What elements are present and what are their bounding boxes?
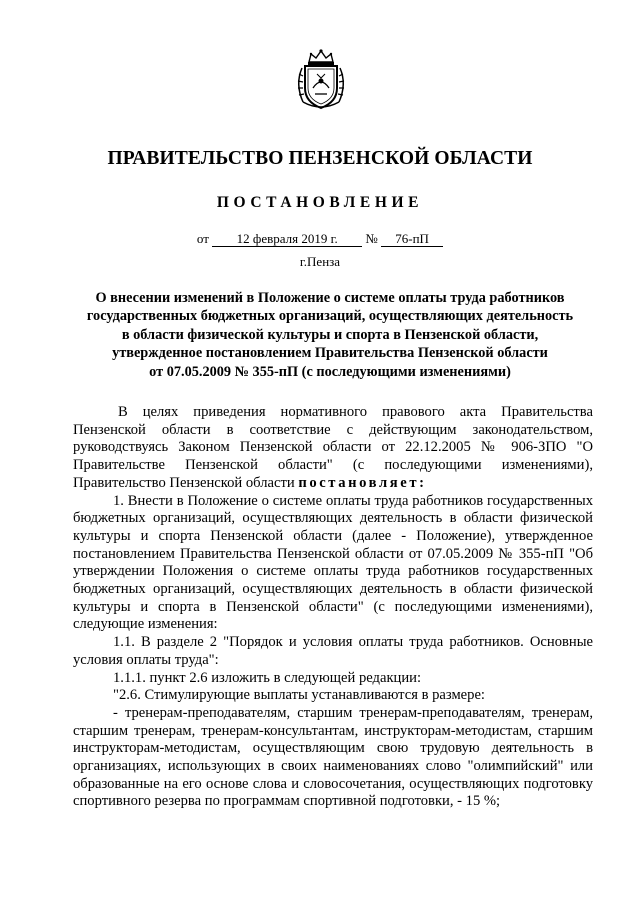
document-date: 12 февраля 2019 г. <box>212 231 362 247</box>
date-line <box>0 231 640 247</box>
penza-coat-of-arms-icon <box>293 48 349 112</box>
document-subject <box>70 289 590 381</box>
subject-line: в области физической культуры и спорта в Пензенской области, <box>121 326 539 343</box>
date-prefix: от <box>196 231 209 246</box>
subject-line: О внесении изменений в Положение о системе оплаты труда работников <box>95 290 565 306</box>
document-body <box>73 404 593 811</box>
bullet-paragraph: - тренерам-преподавателям, старшим тренерам-преподавателям, тренерам, старшим тренерам, тренерам-консультантам, инструкторам-методистам, старшим инструкторам-методистам, осуществляющим свою трудовую деятельность в организациях, использующих в своих наименованиях слово "олимпийский" или образованные на его основе слова и словосочетания, осуществляющих подготовку спортивного резерва по программам спортивной подготовки, - 15 %; <box>73 704 593 810</box>
quote-start-paragraph: "2.6. Стимулирующие выплаты устанавливаются в размере: <box>113 687 485 704</box>
subject-line: утвержденное постановлением Правительства Пензенской области <box>112 345 548 362</box>
city: г.Пенза <box>299 254 341 269</box>
subject-line: государственных бюджетных организаций, осуществляющих деятельность <box>86 308 574 325</box>
number-sign: № <box>365 231 378 246</box>
item-1-1-paragraph: 1.1. В разделе 2 "Порядок и условия оплаты труда работников. Основные условия оплаты труда": <box>73 634 593 668</box>
document-type: ПОСТАНОВЛЕНИЕ <box>216 194 424 211</box>
decree-word: постановляет: <box>298 474 427 491</box>
subject-line: от 07.05.2009 № 355-пП (с последующими изменениями) <box>149 363 511 380</box>
preamble-paragraph <box>73 404 593 493</box>
preamble-text: В целях приведения нормативного правового акта Правительства Пензенской области в соответствие с действующим законодательством, руководствуясь Законом Пензенской области от 22.12.2005 № 906-ЗПО "О Правительстве Пензенской области" (с последующими изменениями), Правительство Пензенской области <box>73 404 593 491</box>
item-1-1-1-paragraph: 1.1.1. пункт 2.6 изложить в следующей редакции: <box>113 669 422 686</box>
organization-title: ПРАВИТЕЛЬСТВО ПЕНЗЕНСКОЙ ОБЛАСТИ <box>107 148 533 169</box>
item-1-paragraph: 1. Внести в Положение о системе оплаты труда работников государственных бюджетных организаций, осуществляющих деятельность в области физической культуры и спорта Пензенской области (далее - Положение), утвержденное постановлением Правительства Пензенской области от 07.05.2009 № 355-пП "Об утверждении Положения о системе оплаты труда работников государственных бюджетных организаций, осуществляющих деятельность в области физической культуры и спорта в Пензенской области" (с последующими изменениями), следующие изменения: <box>73 492 593 633</box>
document-number: 76-пП <box>381 231 443 247</box>
